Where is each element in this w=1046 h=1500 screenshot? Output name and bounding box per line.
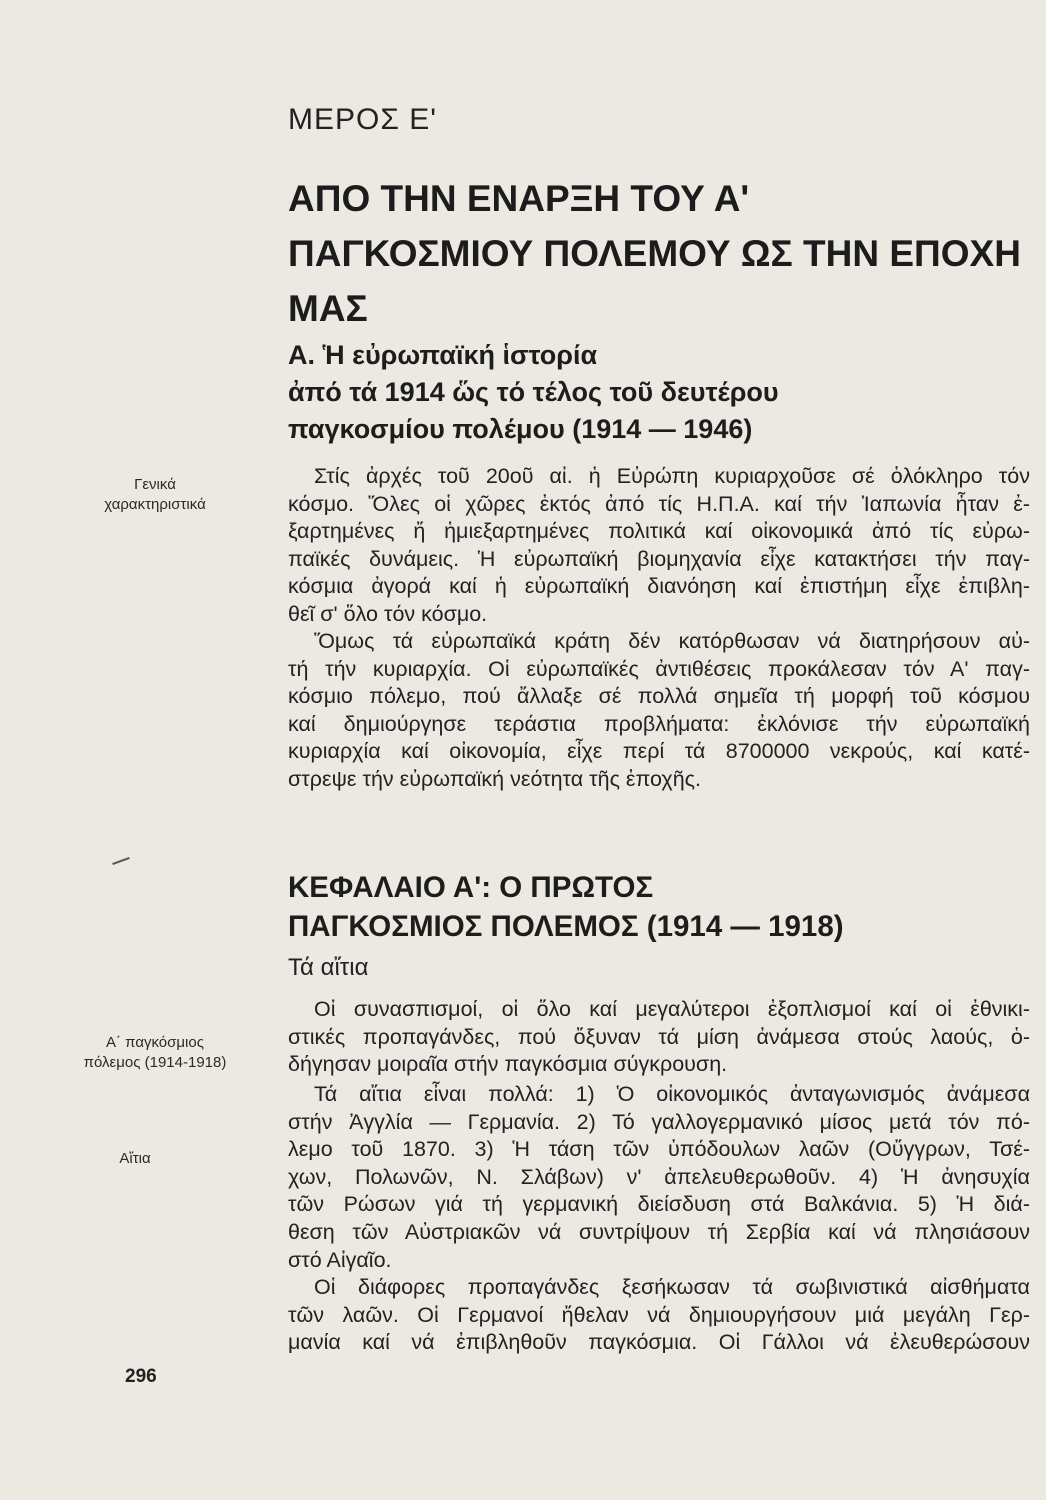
text-line: στό Αἰγαῖο.	[288, 1247, 392, 1272]
text-line: Ὅμως τά εὐρωπαϊκά κράτη δέν κατόρθωσαν νά διατηρήσουν αὐ-	[314, 629, 1030, 653]
part-label: ΜΕΡΟΣ Ε'	[288, 103, 437, 136]
margin-note-causes	[40, 1149, 230, 1169]
paragraph-2	[314, 628, 1030, 656]
part-title-line: ΠΑΓΚΟΣΜΙΟΥ ΠΟΛΕΜΟΥ ΩΣ ΤΗΝ ΕΠΟΧΗ	[288, 233, 1021, 274]
text-line: θεση τῶν Αὐστριακῶν νά συντρίψουν τή Σερβία καί νά πλησιάσουν	[288, 1219, 1030, 1244]
text-line: Τά αἴτια εἶναι πολλά: 1) Ὁ οἰκονομικός ἀνταγωνισμός ἀνάμεσα	[314, 1082, 1030, 1106]
text-line: στικές προπαγάνδες, πού ὄξυναν τά μίση ἀνάμεσα στούς λαούς, ὁ-	[288, 1024, 1030, 1049]
text-line: τῶν Ρώσων γιά τή γερμανική διείσδυση στά Βαλκάνια. 5) Ἡ διά-	[288, 1192, 1030, 1217]
text-line: κόσμια ἀγορά καί ἡ εὐρωπαϊκή διανόηση καί ἐπιστήμη εἶχε ἐπιβλη-	[288, 574, 1030, 599]
margin-note-general	[50, 475, 260, 515]
paragraph-3-cont	[288, 1024, 1030, 1079]
paragraph-2-cont	[288, 656, 1030, 794]
part-title	[288, 171, 1028, 336]
section-title	[288, 337, 988, 448]
text-line: τῶν λαῶν. Οἱ Γερμανοί ἤθελαν νά δημιουργήσουν μιά μεγάλη Γερ-	[288, 1302, 1030, 1327]
margin-note-line: Γενικά	[134, 476, 176, 493]
section-title-line: Α. Ἡ εὐρωπαϊκή ἱστορία	[288, 340, 598, 370]
text-line: στήν Ἀγγλία — Γερμανία. 2) Τό γαλλογερμανικό μίσος μετά τόν πό-	[288, 1109, 1030, 1134]
margin-note-line: Αἴτια	[119, 1150, 151, 1167]
text-line: ξαρτημένες ἤ ἡμιεξαρτημένες πολιτικά καί οἰκονομικά ἀπό τίς εὐρω-	[288, 519, 1030, 544]
text-line: κόσμιο πόλεμο, πού ἄλλαξε σέ πολλά σημεῖα τή μορφή τοῦ κόσμου	[288, 684, 1030, 709]
text-line: καί δημιούργησε τεράστια προβλήματα: ἐκλόνισε τήν εὐρωπαϊκή	[288, 711, 1030, 736]
text-line: δήγησαν μοιραῖα στήν παγκόσμια σύγκρουση.	[288, 1052, 728, 1077]
margin-mark	[112, 857, 130, 865]
text-line: Οἱ διάφορες προπαγάνδες ξεσήκωσαν τά σωβινιστικά αἰσθήματα	[314, 1275, 1030, 1299]
text-line: θεῖ σ' ὅλο τόν κόσμο.	[288, 601, 488, 626]
section-title-line: παγκοσμίου πολέμου (1914 — 1946)	[288, 414, 753, 444]
text-line: κυριαρχία καί οἰκονομία, εἶχε περί τά 8700000 νεκρούς, καί κατέ-	[288, 739, 1030, 764]
text-line: παϊκές δυνάμεις. Ἡ εὐρωπαϊκή βιομηχανία εἶχε κατακτήσει τήν παγ-	[288, 546, 1030, 571]
part-title-line: ΑΠΟ ΤΗΝ ΕΝΑΡΞΗ ΤΟΥ Α'	[288, 178, 750, 219]
part-title-line: ΜΑΣ	[288, 288, 368, 329]
text-line: μανία καί νά ἐπιβληθοῦν παγκόσμια. Οἱ Γάλλοι νά ἐλευθερώσουν	[288, 1330, 1030, 1355]
chapter-title-line: ΠΑΓΚΟΣΜΙΟΣ ΠΟΛΕΜΟΣ (1914 — 1918)	[288, 910, 844, 943]
text-line: τή τήν κυριαρχία. Οἱ εὐρωπαϊκές ἀντιθέσεις προκάλεσαν τόν Α' παγ-	[288, 656, 1030, 681]
text-line: λεμο τοῦ 1870. 3) Ἡ τάση τῶν ὑπόδουλων λαῶν (Οὔγγρων, Τσέ-	[288, 1137, 1030, 1162]
margin-note-line: Α΄ παγκόσμιος	[106, 1034, 204, 1051]
chapter-subtitle: Τά αἴτια	[288, 954, 369, 981]
section-title-line: ἀπό τά 1914 ὥς τό τέλος τοῦ δευτέρου	[288, 377, 779, 407]
paragraph-1-cont	[288, 491, 1030, 629]
text-line: χων, Πολωνῶν, Ν. Σλάβων) ν' ἀπελευθερωθοῦν. 4) Ἡ ἀνησυχία	[288, 1164, 1030, 1189]
paragraph-1	[314, 463, 1030, 491]
text-line: κόσμο. Ὅλες οἱ χῶρες ἐκτός ἀπό τίς Η.Π.Α. καί τήν Ἰαπωνία ἦταν ἐ-	[288, 491, 1030, 516]
paragraph-5	[314, 1274, 1030, 1302]
chapter-title-line: ΚΕΦΑΛΑΙΟ Α': Ο ΠΡΩΤΟΣ	[288, 871, 654, 904]
margin-note-line: πόλεμος (1914-1918)	[83, 1054, 227, 1071]
margin-note-war	[50, 1033, 260, 1073]
chapter-title	[288, 868, 1028, 946]
paragraph-4-cont	[288, 1109, 1030, 1275]
paragraph-4	[314, 1081, 1030, 1109]
paragraph-5-cont	[288, 1302, 1030, 1357]
text-line: Οἱ συνασπισμοί, οἱ ὅλο καί μεγαλύτεροι ἐξοπλισμοί καί οἱ ἐθνικι-	[314, 997, 1030, 1021]
margin-note-line: χαρακτηριστικά	[104, 496, 206, 513]
text-line: στρεψε τήν εὐρωπαϊκή νεότητα τῆς ἐποχῆς.	[288, 766, 701, 791]
text-line: Στίς ἀρχές τοῦ 20οῦ αἰ. ἡ Εὐρώπη κυριαρχοῦσε σέ ὁλόκληρο τόν	[314, 464, 1030, 488]
paragraph-3	[314, 996, 1030, 1024]
page-number: 296	[125, 1366, 157, 1387]
